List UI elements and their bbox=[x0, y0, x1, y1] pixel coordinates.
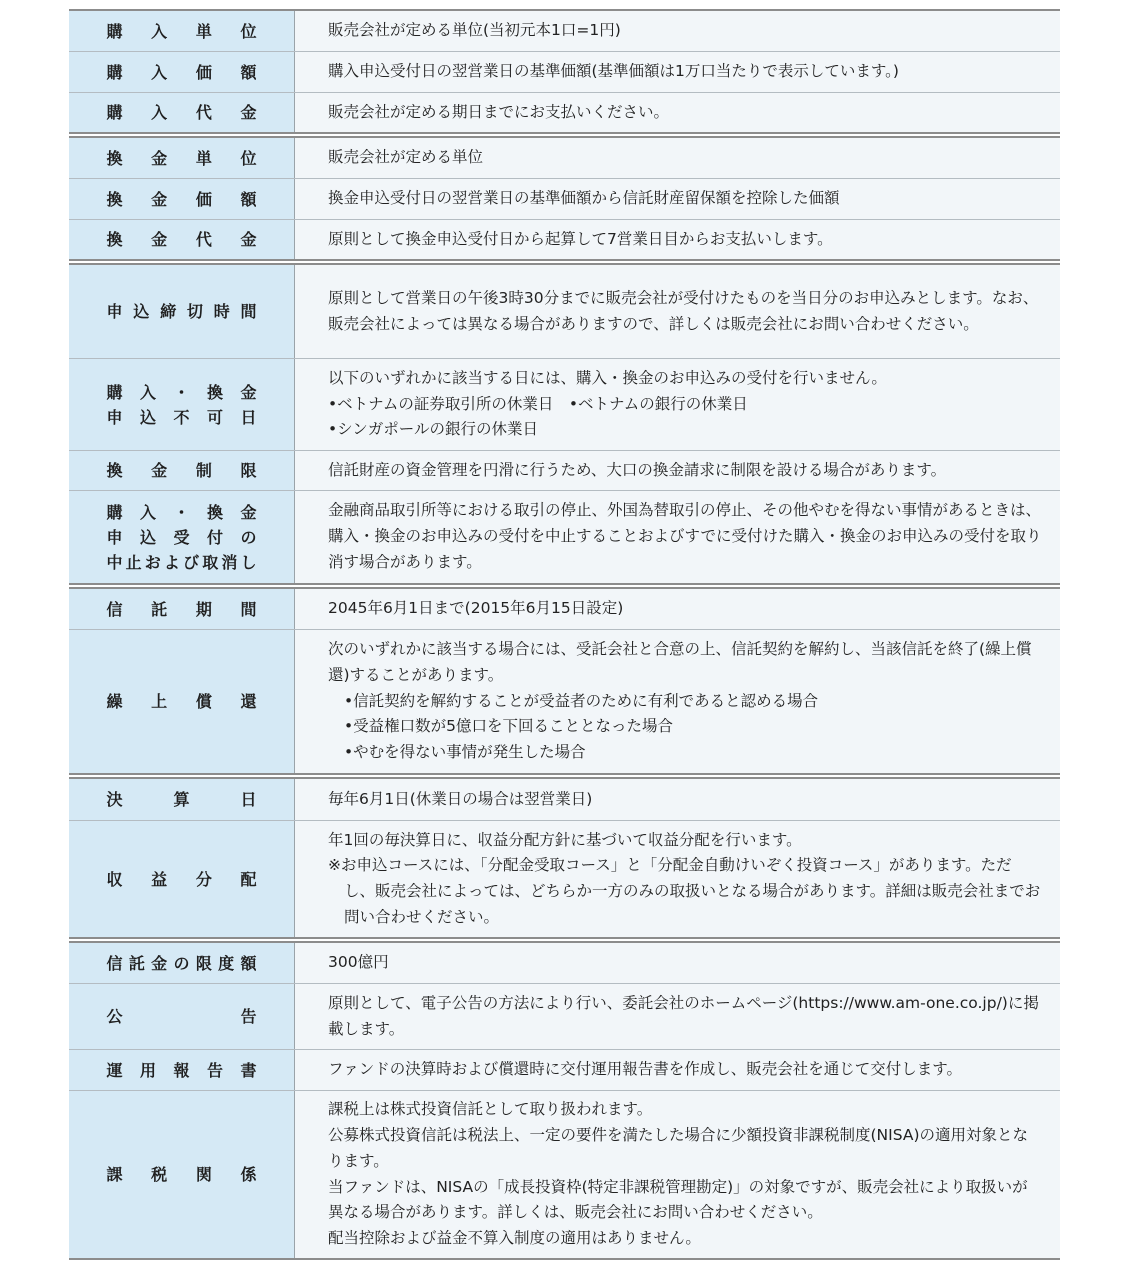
table-row bbox=[69, 779, 1060, 820]
row-label: 購入価額 bbox=[69, 52, 295, 92]
table-row bbox=[69, 51, 1060, 92]
row-label: 購入・換金 申込受付の 中止および取消し bbox=[69, 491, 295, 583]
row-label: 換金制限 bbox=[69, 451, 295, 490]
row-value: 課税上は株式投資信託として取り扱われます。 公募株式投資信託は税法上、一定の要件を満たした場合に少額投資非課税制度(NISA)の適用対象となります。 当ファンドは、NISAの「成長投資枠(特定非課税管理勘定)」の対象ですが、販売会社により取扱いが異なる場合があります。詳しくは、販売会社にお問い合わせください。 配当控除および益金不算入制度の適用はありません。 bbox=[295, 1091, 1060, 1258]
row-label: 公告 bbox=[69, 984, 295, 1049]
table-row bbox=[69, 92, 1060, 132]
row-label: 換金代金 bbox=[69, 220, 295, 259]
table-row bbox=[69, 943, 1060, 983]
row-value: 次のいずれかに該当する場合には、受託会社と合意の上、信託契約を解約し、当該信託を終了(繰上償還)することがあります。 •信託契約を解約することが受益者のために有利であると認める場合 •受益権口数が5億口を下回ることとなった場合 •やむを得ない事情が発生した場合 bbox=[295, 630, 1060, 773]
row-label: 信託期間 bbox=[69, 589, 295, 629]
table-row bbox=[69, 1049, 1060, 1090]
row-label: 購入単位 bbox=[69, 11, 295, 51]
row-value: 販売会社が定める単位(当初元本1口=1円) bbox=[295, 11, 1060, 51]
row-value: 2045年6月1日まで(2015年6月15日設定) bbox=[295, 589, 1060, 629]
other-group bbox=[69, 941, 1060, 1260]
trust-period-group bbox=[69, 587, 1060, 775]
row-label: 信託金の限度額 bbox=[69, 943, 295, 983]
fund-terms-table bbox=[69, 9, 1060, 1260]
table-row bbox=[69, 450, 1060, 490]
row-value: 金融商品取引所等における取引の停止、外国為替取引の停止、その他やむを得ない事情があるときは、購入・換金のお申込みの受付を中止することおよびすでに受付けた購入・換金のお申込みの受付を取り消す場合があります。 bbox=[295, 491, 1060, 583]
row-value: 信託財産の資金管理を円滑に行うため、大口の換金請求に制限を設ける場合があります。 bbox=[295, 451, 1060, 490]
row-value: 年1回の毎決算日に、収益分配方針に基づいて収益分配を行います。 ※お申込コースには、「分配金受取コース」と「分配金自動けいぞく投資コース」があります。ただし、販売会社によっては、どちらか一方のみの取扱いとなる場合があります。詳細は販売会社までお問い合わせください。 bbox=[295, 821, 1060, 937]
row-label: 運用報告書 bbox=[69, 1050, 295, 1090]
row-value: 原則として換金申込受付日から起算して7営業日目からお支払いします。 bbox=[295, 220, 1060, 259]
row-value: 以下のいずれかに該当する日には、購入・換金のお申込みの受付を行いません。 •ベトナムの証券取引所の休業日 •ベトナムの銀行の休業日 •シンガポールの銀行の休業日 bbox=[295, 359, 1060, 450]
table-row bbox=[69, 219, 1060, 259]
table-row bbox=[69, 1090, 1060, 1258]
row-value: 換金申込受付日の翌営業日の基準価額から信託財産留保額を控除した価額 bbox=[295, 179, 1060, 219]
table-row bbox=[69, 983, 1060, 1049]
row-value: 原則として営業日の午後3時30分までに販売会社が受付けたものを当日分のお申込みとします。なお、販売会社によっては異なる場合がありますので、詳しくは販売会社にお問い合わせください。 bbox=[295, 265, 1060, 358]
row-label: 購入・換金 申込不可日 bbox=[69, 359, 295, 450]
table-row bbox=[69, 490, 1060, 583]
table-row bbox=[69, 589, 1060, 629]
row-label: 収益分配 bbox=[69, 821, 295, 937]
row-value: ファンドの決算時および償還時に交付運用報告書を作成し、販売会社を通じて交付します。 bbox=[295, 1050, 1060, 1090]
table-row bbox=[69, 138, 1060, 178]
row-value: 毎年6月1日(休業日の場合は翌営業日) bbox=[295, 779, 1060, 820]
table-row bbox=[69, 11, 1060, 51]
table-row bbox=[69, 358, 1060, 450]
table-row bbox=[69, 820, 1060, 937]
table-row bbox=[69, 265, 1060, 358]
row-value: 原則として、電子公告の方法により行い、委託会社のホームページ(https://www.am-one.co.jp/)に掲載します。 bbox=[295, 984, 1060, 1049]
row-label: 決算日 bbox=[69, 779, 295, 820]
row-value: 300億円 bbox=[295, 943, 1060, 983]
row-label: 課税関係 bbox=[69, 1091, 295, 1258]
table-row bbox=[69, 178, 1060, 219]
row-label: 換金単位 bbox=[69, 138, 295, 178]
redemption-group bbox=[69, 136, 1060, 261]
purchase-group bbox=[69, 9, 1060, 134]
row-value: 販売会社が定める期日までにお支払いください。 bbox=[295, 93, 1060, 132]
row-value: 購入申込受付日の翌営業日の基準価額(基準価額は1万口当たりで表示しています。) bbox=[295, 52, 1060, 92]
row-label: 換金価額 bbox=[69, 179, 295, 219]
row-label: 繰上償還 bbox=[69, 630, 295, 773]
settlement-group bbox=[69, 777, 1060, 939]
row-label: 申込締切時間 bbox=[69, 265, 295, 358]
row-value: 販売会社が定める単位 bbox=[295, 138, 1060, 178]
table-row bbox=[69, 629, 1060, 773]
row-label: 購入代金 bbox=[69, 93, 295, 132]
application-group bbox=[69, 263, 1060, 585]
